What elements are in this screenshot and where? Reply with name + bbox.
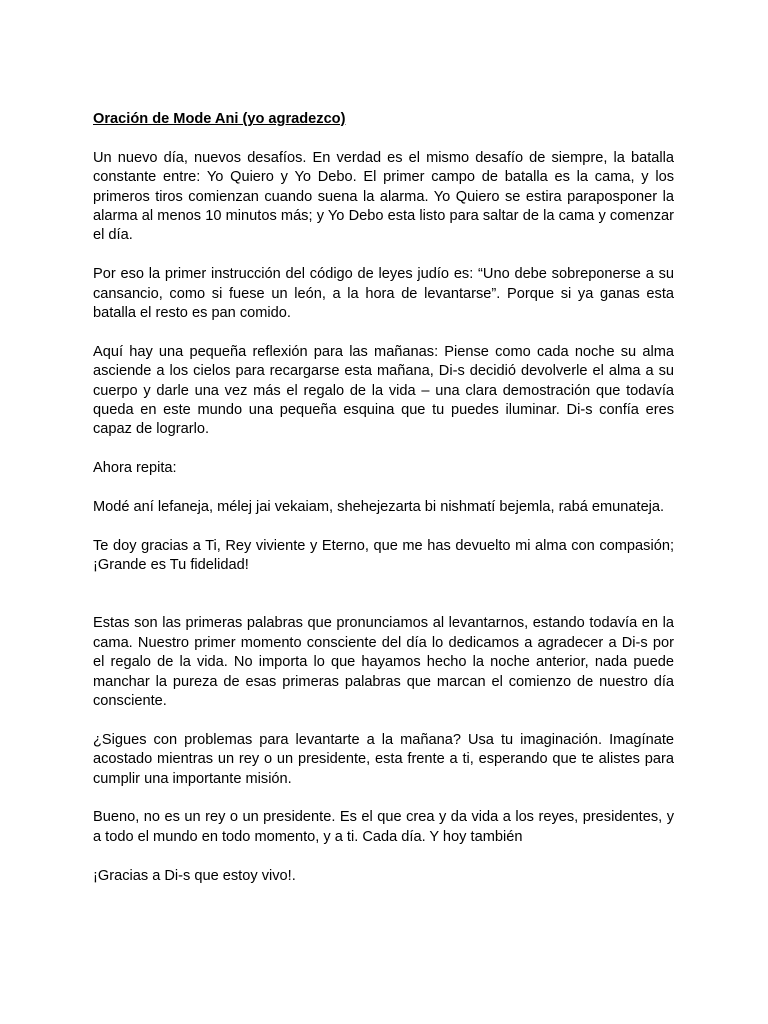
paragraph-closing: ¡Gracias a Di-s que estoy vivo!. — [93, 867, 296, 884]
paragraph-king-of-kings: Bueno, no es un rey o un presidente. Es el que crea y da vida a los reyes, presidentes, y a todo el mundo en todo momento, y a ti. Cada día. Y hoy también — [93, 809, 674, 845]
paragraph-intro: Un nuevo día, nuevos desafíos. En verdad es el mismo desafío de siempre, la batalla constante entre: Yo Quiero y Yo Debo. El primer campo de batalla es la cama, y los primeros tiros comienzan cuando suena la alarma. Yo Quiero se estira paraposponer la alarma al menos 10 minutos más; y Yo Debo esta listo para saltar de la cama y comenzar el día. — [93, 149, 674, 244]
paragraph-imagination: ¿Sigues con problemas para levantarte a la mañana? Usa tu imaginación. Imagínate acostado mientras un rey o un presidente, esta frente a ti, esperando que te alistes para cumplir una importante misión. — [93, 731, 674, 787]
document-title: Oración de Mode Ani (yo agradezco) — [93, 111, 346, 127]
paragraph-transliteration: Modé aní lefaneja, mélej jai vekaiam, shehejezarta bi nishmatí bejemla, rabá emunateja. — [93, 499, 665, 516]
document-body — [93, 110, 674, 886]
paragraph-reflection: Aquí hay una pequeña reflexión para las mañanas: Piense como cada noche su alma asciende a los cielos para recargarse esta mañana, Di-s decidió devolverle el alma a su cuerpo y darle una vez más el regalo de la vida – una clara demostración que todavía queda en este mundo una pequeña esquina que tu puedes iluminar. Di-s confía eres capaz de lograrlo. — [93, 343, 674, 438]
paragraph-code-of-law: Por eso la primer instrucción del código de leyes judío es: “Uno debe sobreponerse a su cansancio, como si fuese un león, a la hora de levantarse”. Porque si ya ganas esta batalla el resto es pan comido. — [93, 266, 674, 322]
paragraph-repeat-instruction: Ahora repita: — [93, 460, 177, 477]
paragraph-first-words: Estas son las primeras palabras que pronunciamos al levantarnos, estando todavía en la cama. Nuestro primer momento consciente del día lo dedicamos a agradecer a Di-s por el regalo de la vida. No importa lo que hayamos hecho la noche anterior, nada puede manchar la pureza de esas primeras palabras que marcan el comienzo de nuestro día consciente. — [93, 615, 674, 710]
paragraph-translation: Te doy gracias a Ti, Rey viviente y Eterno, que me has devuelto mi alma con compasión;¡Grande es Tu fidelidad! — [93, 537, 674, 574]
